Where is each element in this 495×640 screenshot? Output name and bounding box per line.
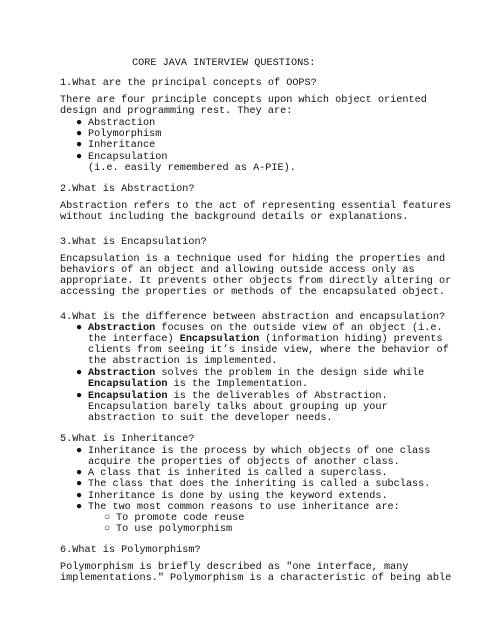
q5-sub-bullet: To use polymorphism [116, 524, 233, 535]
sub-bullet-icon: ○ [103, 524, 111, 535]
bold-term: Encapsulation [88, 379, 168, 390]
q6-body-line: Polymorphism is briefly described as "one interface, many [60, 562, 409, 573]
q2-heading: 2.What is Abstraction? [60, 184, 195, 195]
q1-bullet: Encapsulation [88, 152, 168, 163]
q1-note: (i.e. easily remembered as A-PIE). [88, 163, 296, 174]
q4-bullet-2-line: Abstraction solves the problem in the design side while [88, 368, 425, 379]
bold-term: Encapsulation [88, 391, 168, 402]
q1-heading: 1.What are the principal concepts of OOPS? [60, 78, 317, 89]
q4-bullet-1-line: the abstraction is implemented. [88, 356, 278, 367]
q4-bullet-1-line: clients from seeing it’s inside view, where the behavior of [88, 345, 449, 356]
q5-heading: 5.What is Inheritance? [60, 434, 195, 445]
q1-intro-line: There are four principle concepts upon which object oriented [60, 95, 427, 106]
bullet-icon: ● [75, 118, 83, 129]
q1-bullet: Inheritance [88, 140, 156, 151]
q2-body-line: Abstraction refers to the act of representing essential features [60, 201, 452, 212]
bullet-icon: ● [75, 446, 83, 457]
q5-bullet-line: The two most common reasons to use inheritance are: [88, 502, 400, 513]
bullet-icon: ● [75, 129, 83, 140]
bullet-icon: ● [75, 468, 83, 479]
q5-sub-bullet: To promote code reuse [116, 513, 245, 524]
q5-bullet-line: A class that is inherited is called a superclass. [88, 468, 388, 479]
q6-heading: 6.What is Polymorphism? [60, 545, 201, 556]
q4-heading: 4.What is the difference between abstraction and encapsulation? [60, 312, 446, 323]
bullet-icon: ● [75, 479, 83, 490]
q4-bullet-1-line: Abstraction focuses on the outside view of an object (i.e. [88, 323, 443, 334]
q3-body-line: accessing the properties or methods of the encapsulated object. [60, 287, 446, 298]
bullet-icon: ● [75, 491, 83, 502]
document-title: CORE JAVA INTERVIEW QUESTIONS: [132, 58, 316, 69]
bullet-icon: ● [75, 323, 83, 334]
bullet-icon: ● [75, 368, 83, 379]
q2-body-line: without including the background details or explanations. [60, 212, 409, 223]
q4-bullet-3-line: Encapsulation is the deliverables of Abstraction. [88, 391, 388, 402]
q3-body-line: Encapsulation is a technique used for hiding the properties and [60, 254, 446, 265]
q5-bullet-line: Inheritance is done by using the keyword extends. [88, 491, 388, 502]
q4-bullet-1-line: the interface) Encapsulation (information hiding) prevents [88, 334, 443, 345]
q4-bullet-2-line: Encapsulation is the Implementation. [88, 379, 309, 390]
bold-term: Encapsulation [179, 334, 260, 345]
q5-bullet-line: acquire the properties of objects of another class. [88, 457, 400, 468]
q1-intro-line: design and programming rest. They are: [60, 106, 293, 117]
sub-bullet-icon: ○ [103, 513, 111, 524]
q3-body-line: appropriate. It prevents other objects from directly altering or [60, 276, 452, 287]
q3-body-line: behaviors of an object and allowing outside access only as [60, 265, 415, 276]
q6-body-line: implementations." Polymorphism is a characteristic of being able [60, 573, 452, 584]
q4-bullet-3-line: abstraction to suit the developer needs. [88, 413, 333, 424]
q5-bullet-line: The class that does the inheriting is called a subclass. [88, 479, 431, 490]
q4-bullet-3-line: Encapsulation barely talks about grouping up your [88, 402, 388, 413]
bullet-icon: ● [75, 140, 83, 151]
q1-bullet: Abstraction [88, 118, 156, 129]
bold-term: Abstraction [88, 368, 156, 379]
q3-heading: 3.What is Encapsulation? [60, 237, 207, 248]
bullet-icon: ● [75, 152, 83, 163]
bullet-icon: ● [75, 391, 83, 402]
q1-bullet: Polymorphism [88, 129, 162, 140]
bullet-icon: ● [75, 502, 83, 513]
q5-bullet-line: Inheritance is the process by which objects of one class [88, 446, 431, 457]
bold-term: Abstraction [88, 323, 156, 334]
